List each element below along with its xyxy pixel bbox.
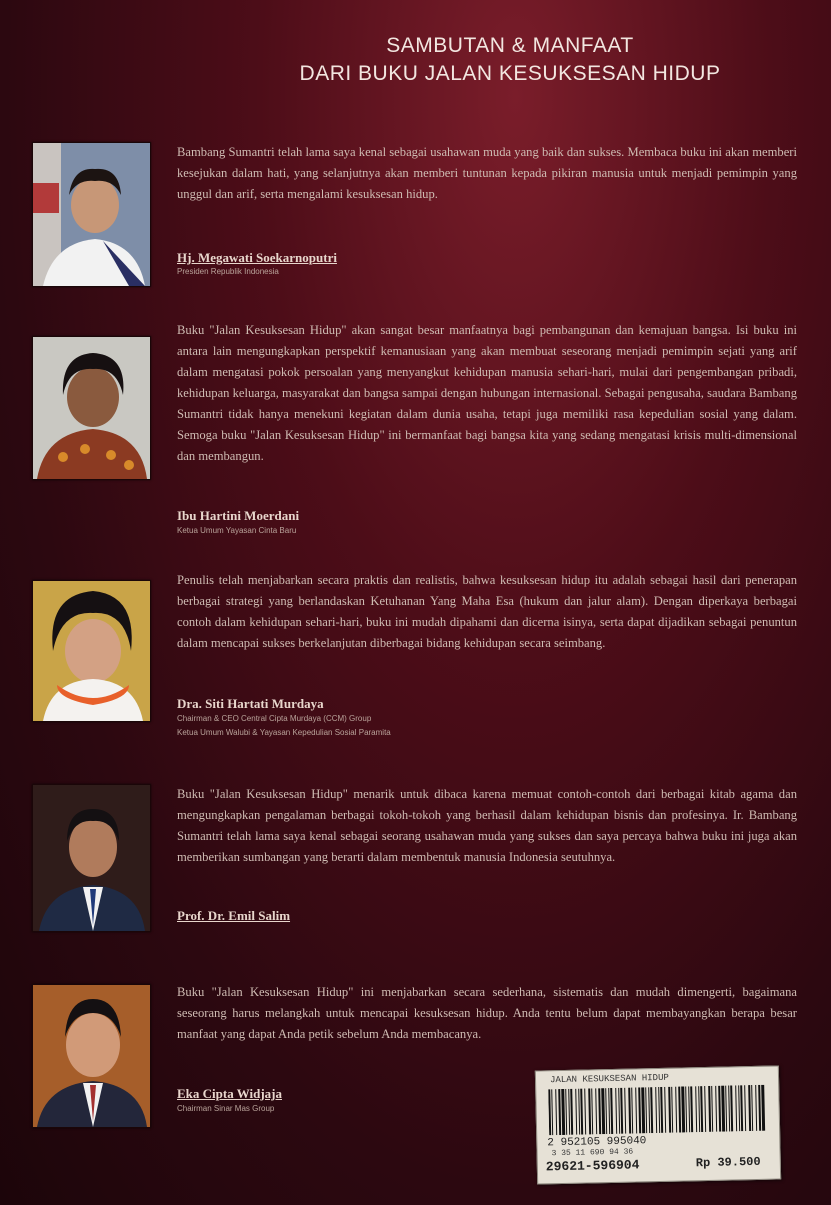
barcode-subnumber: 3 35 11 690 94 36 [551, 1147, 634, 1159]
barcode-bar [568, 1089, 570, 1135]
barcode-bar [728, 1086, 730, 1132]
barcode-bar [584, 1089, 586, 1135]
barcode-bar [648, 1087, 650, 1133]
barcode-bar [744, 1085, 746, 1131]
barcode-bar [725, 1086, 727, 1132]
barcode-bar [598, 1088, 601, 1134]
barcode-bar [624, 1088, 626, 1134]
testimonial-text-5: Buku "Jalan Kesuksesan Hidup" ini menjabarkan secara sederhana, sistematis dan mudah dimengerti, bagaimana seseorang harus melangkah untuk mencapai kesuksesan hidup. Anda tentu belum dapat membayangkan berapa besar manfaat yang dapat Anda petik sebelum Anda membacanya. [177, 985, 797, 1041]
barcode-bar [740, 1085, 743, 1131]
barcode-bar [700, 1086, 703, 1132]
barcode-bar [690, 1086, 693, 1132]
barcode-bar [688, 1086, 690, 1132]
testimonial-name-5: Eka Cipta Widjaja [177, 1086, 282, 1101]
testimonial-role-5a: Chairman Sinar Mas Group [177, 1104, 275, 1113]
barcode-bar [721, 1086, 725, 1132]
barcode-bar [551, 1089, 553, 1135]
barcode-bar [548, 1089, 551, 1135]
barcode-bar [664, 1087, 666, 1133]
barcode-bar [668, 1087, 671, 1133]
barcode-bar [570, 1089, 573, 1135]
barcode-bar [595, 1088, 597, 1134]
barcode-bar [660, 1087, 663, 1133]
testimonial-role-3a: Chairman & CEO Central Cipta Murdaya (CCM) Group [177, 714, 372, 723]
barcode-bars [548, 1085, 767, 1136]
barcode-bar [715, 1086, 717, 1132]
barcode-bar [628, 1088, 631, 1134]
testimonial-name-2: Ibu Hartini Moerdani [177, 508, 300, 523]
barcode-bar [631, 1088, 633, 1134]
barcode-bar [615, 1088, 617, 1134]
barcode-bar [738, 1085, 740, 1131]
testimonial-role-1a: Presiden Republik Indonesia [177, 267, 279, 276]
barcode-bar [558, 1089, 561, 1135]
header-title-line2: DARI BUKU JALAN KESUKSESAN HIDUP [299, 62, 721, 85]
testimonial-name-4: Prof. Dr. Emil Salim [177, 908, 291, 923]
barcode-bar [591, 1088, 593, 1134]
barcode-bar [608, 1088, 610, 1134]
barcode-bar [655, 1087, 657, 1133]
testimonial-text-4: Buku "Jalan Kesuksesan Hidup" menarik untuk dibaca karena memuat contoh-contoh dari berbagai kitab agama dan mengungkapkan pengalaman berbagai tokoh-tokoh yang berhasil dalam kehidupan bisnis dan profesinya. Ir. Bambang Sumantri telah lama saya kenal sebagai seorang usahawan muda yang sukses dan saya percaya bahwa buku ini juga akan memberikan sumbangan yang berarti dalam membentuk manusia Indonesia seutuhnya. [177, 787, 797, 864]
testimonial-name-3: Dra. Siti Hartati Murdaya [177, 696, 324, 711]
barcode-bar [638, 1087, 641, 1133]
barcode-bar [618, 1088, 620, 1134]
barcode-bar [620, 1088, 623, 1134]
barcode-bar [704, 1086, 706, 1132]
barcode-bar [658, 1087, 660, 1133]
header-title-line1: SAMBUTAN & MANFAAT [386, 34, 634, 57]
barcode-bar [580, 1089, 583, 1135]
portrait-photo-3 [32, 580, 151, 722]
barcode-bar [565, 1089, 567, 1135]
portrait-photo-5 [32, 984, 151, 1128]
barcode-bar [605, 1088, 607, 1134]
barcode-bar [708, 1086, 711, 1132]
barcode-number: 2 952105 995040 [547, 1135, 647, 1150]
barcode-bar [751, 1085, 753, 1131]
barcode-bar [641, 1087, 645, 1133]
barcode-bar [575, 1089, 577, 1135]
testimonial-text-2: Buku "Jalan Kesuksesan Hidup" akan sangat besar manfaatnya bagi pembangunan dan kemajuan bangsa. Isi buku ini antara lain mengungkapkan perspektif kemanusiaan yang akan membuat seseorang menjadi pemimpin sejati yang arif dalam mengatasi pokok persoalan yang menyangkut kehidupan manusia sehari-hari, mulai dari pengembangan pribadi, kehidupan keluarga, masyarakat dan bangsa sampai dengan hubungan internasional. Sebagai pengusaha, saudara Bambang Sumantri tidak hanya menekuni kegiatan dalam dunia usaha, tetapi juga memiliki rasa kepedulian sosial yang dalam. Semoga buku "Jalan Kesuksesan Hidup" ini bermanfaat bagi bangsa kita yang sedang mengatasi krisis multi-dimensional dan membangun. [177, 323, 797, 463]
barcode-bar [711, 1086, 713, 1132]
barcode-bar [610, 1088, 613, 1134]
testimonial-text-1: Bambang Sumantri telah lama saya kenal sebagai usahawan muda yang baik dan sukses. Membaca buku ini akan memberi kesejukan dalam hati, yang selanjutnya akan memberi tuntunan kepada pikiran manusia untuk menjadi pemimpin yang unggul dan arif, serta mengalami kesuksesan hidup. [177, 145, 797, 201]
portrait-photo-1 [32, 142, 151, 287]
barcode-bar [588, 1088, 591, 1134]
barcode-bar [561, 1089, 565, 1135]
barcode-bar [681, 1086, 685, 1132]
barcode-bar [718, 1086, 721, 1132]
barcode-sticker [535, 1065, 781, 1184]
barcode-bar [601, 1088, 605, 1134]
barcode-bar [730, 1085, 733, 1131]
barcode-code: 29621-596904 [545, 1157, 640, 1175]
portrait-photo-4 [32, 784, 151, 932]
barcode-bar [735, 1085, 737, 1131]
barcode-bar [578, 1089, 580, 1135]
barcode-bar [755, 1085, 757, 1131]
barcode-bar [645, 1087, 647, 1133]
barcode-bar [671, 1087, 673, 1133]
testimonial-text-3: Penulis telah menjabarkan secara praktis dan realistis, bahwa kesuksesan hidup itu adalah sebagai hasil dari penerapan berbagai strategi yang berlandaskan Ketuhanan Yang Maha Esa (hukum dan jalur alam). Dengan diperkaya berbagai contoh dalam kehidupan sehari-hari, buku ini mudah dipahami dan dicerna isinya, serta dapat dijadikan sebagai penuntun dalam mencapai sukses berkelanjutan diberbagai bidang kehidupan secara seimbang. [177, 573, 797, 650]
barcode-bar [635, 1087, 637, 1133]
testimonial-role-2a: Ketua Umum Yayasan Cinta Baru [177, 526, 297, 535]
barcode-price: Rp 39.500 [695, 1154, 761, 1171]
testimonial-name-1: Hj. Megawati Soekarnoputri [177, 250, 337, 265]
barcode-bar [748, 1085, 751, 1131]
barcode-bar [650, 1087, 653, 1133]
barcode-bar [678, 1087, 681, 1133]
barcode-bar [698, 1086, 700, 1132]
barcode-bar [695, 1086, 697, 1132]
barcode-bar [675, 1087, 677, 1133]
testimonial-role-3b: Ketua Umum Walubi & Yayasan Kepedulian Sosial Paramita [177, 728, 391, 737]
barcode-bar [758, 1085, 761, 1131]
barcode-bar [685, 1086, 687, 1132]
portrait-photo-2 [32, 336, 151, 480]
barcode-bar [761, 1085, 765, 1131]
barcode-bar [555, 1089, 557, 1135]
barcode-top-text: JALAN KESUKSESAN HIDUP [549, 1072, 669, 1086]
